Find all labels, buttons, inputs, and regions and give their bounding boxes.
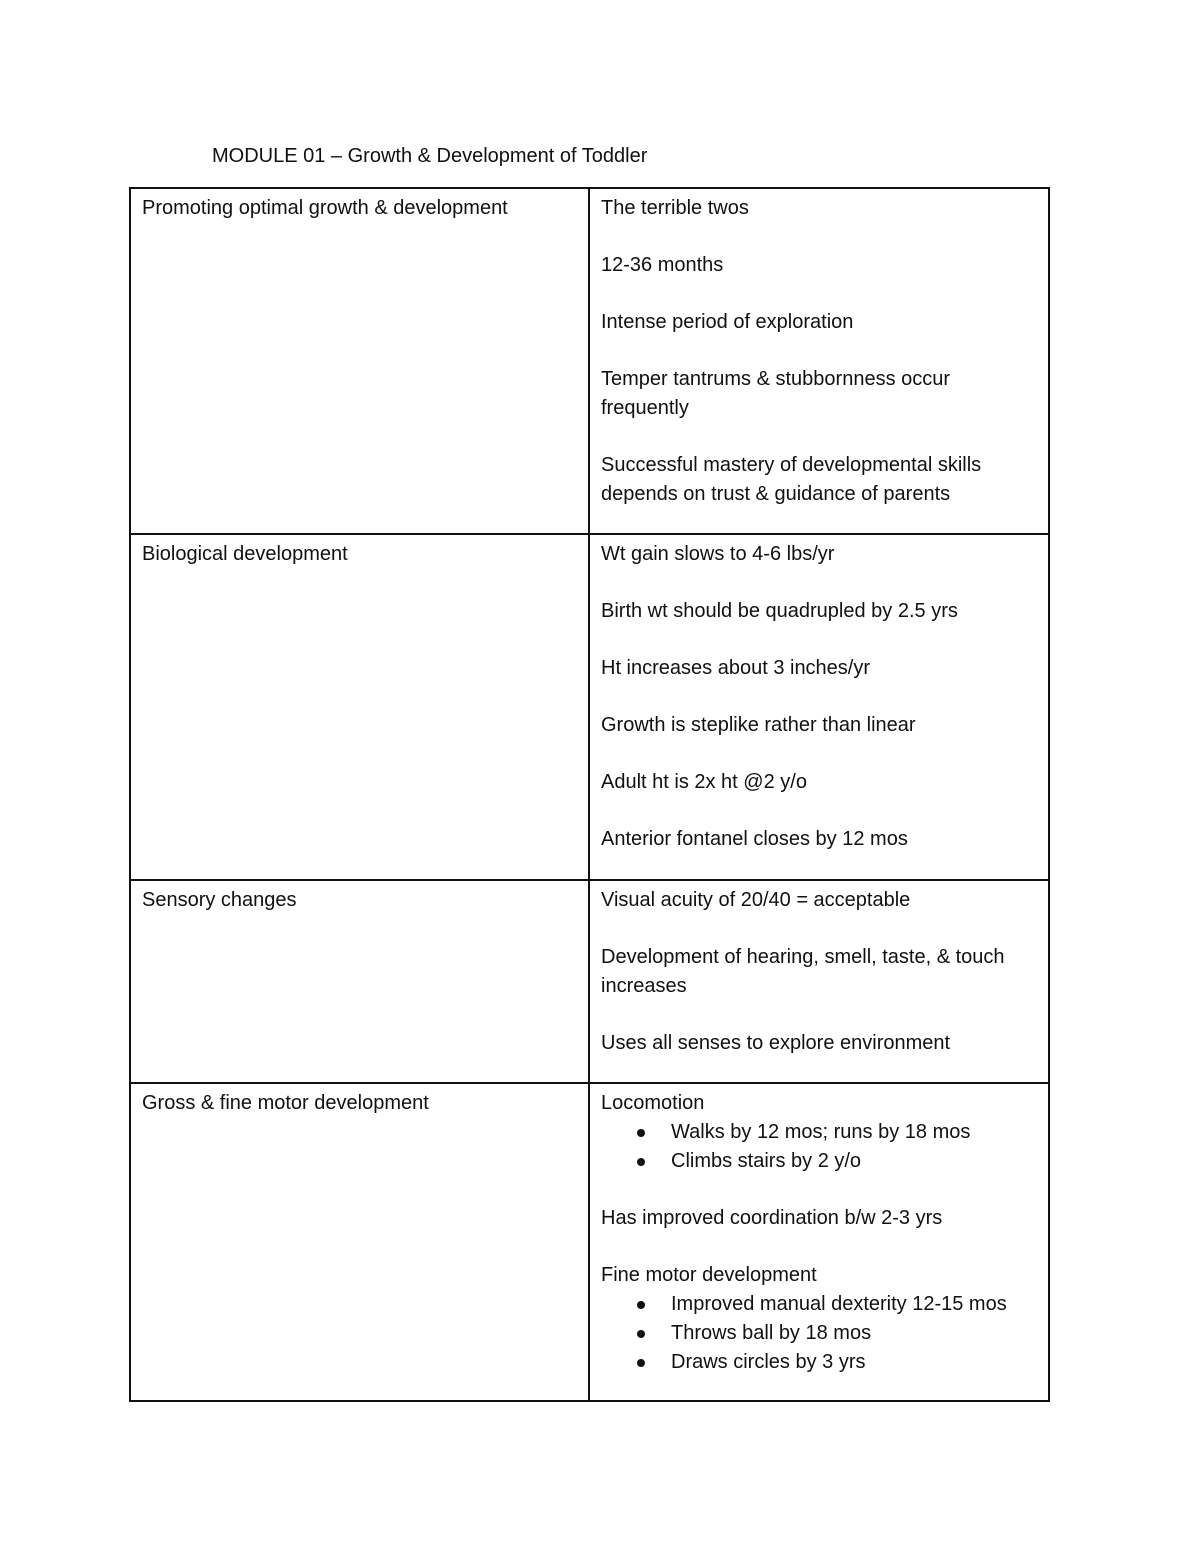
list-item-text: Climbs stairs by 2 y/o — [671, 1150, 862, 1172]
note-item: Temper tantrums & stubbornness occur frequently — [601, 368, 951, 419]
note-item: Ht increases about 3 inches/yr — [601, 657, 871, 679]
bullet-icon — [637, 1129, 645, 1137]
list-item-text: Improved manual dexterity 12-15 mos — [671, 1293, 1007, 1315]
list-item — [601, 1147, 1038, 1176]
note-item: Anterior fontanel closes by 12 mos — [601, 828, 908, 850]
bullet-icon — [637, 1330, 645, 1338]
topic-label: Promoting optimal growth & development — [142, 197, 508, 219]
list-item-text: Walks by 12 mos; runs by 18 mos — [671, 1121, 971, 1143]
table-row — [130, 1083, 1049, 1401]
fine-motor-list — [601, 1290, 1038, 1377]
note-item: Birth wt should be quadrupled by 2.5 yrs — [601, 600, 958, 622]
bullet-icon — [637, 1301, 645, 1309]
note-item: Adult ht is 2x ht @2 y/o — [601, 771, 807, 793]
topic-cell — [130, 1083, 589, 1401]
fine-motor-heading: Fine motor development — [601, 1264, 817, 1286]
table-row — [130, 880, 1049, 1083]
table-row — [130, 534, 1049, 880]
notes-cell — [589, 880, 1049, 1083]
table-row — [130, 188, 1049, 534]
list-item — [601, 1319, 1038, 1348]
topic-cell — [130, 534, 589, 880]
notes-cell — [589, 188, 1049, 534]
bullet-icon — [637, 1359, 645, 1367]
topic-cell — [130, 188, 589, 534]
notes-cell — [589, 534, 1049, 880]
list-item — [601, 1118, 1038, 1147]
note-item: Development of hearing, smell, taste, & touch increases — [601, 946, 1005, 997]
list-item-text: Throws ball by 18 mos — [671, 1322, 872, 1344]
locomotion-section — [601, 1089, 1038, 1176]
bullet-icon — [637, 1158, 645, 1166]
locomotion-list — [601, 1118, 1038, 1176]
note-item: The terrible twos — [601, 197, 749, 219]
note-item: Has improved coordination b/w 2-3 yrs — [601, 1207, 943, 1229]
page-title: MODULE 01 – Growth & Development of Toddler — [212, 145, 648, 167]
note-item: Uses all senses to explore environment — [601, 1032, 951, 1054]
topic-label: Sensory changes — [142, 889, 297, 911]
note-item: Wt gain slows to 4-6 lbs/yr — [601, 543, 835, 565]
locomotion-heading: Locomotion — [601, 1092, 705, 1114]
notes-cell — [589, 1083, 1049, 1401]
notes-table — [129, 187, 1050, 1402]
note-item: 12-36 months — [601, 254, 724, 276]
note-item: Successful mastery of developmental skills depends on trust & guidance of parents — [601, 454, 982, 505]
topic-cell — [130, 880, 589, 1083]
list-item-text: Draws circles by 3 yrs — [671, 1351, 866, 1373]
fine-motor-section — [601, 1261, 1038, 1377]
list-item — [601, 1290, 1038, 1319]
note-item: Growth is steplike rather than linear — [601, 714, 916, 736]
list-item — [601, 1348, 1038, 1377]
note-item: Visual acuity of 20/40 = acceptable — [601, 889, 911, 911]
note-item: Intense period of exploration — [601, 311, 854, 333]
topic-label: Biological development — [142, 543, 348, 565]
topic-label: Gross & fine motor development — [142, 1092, 429, 1114]
